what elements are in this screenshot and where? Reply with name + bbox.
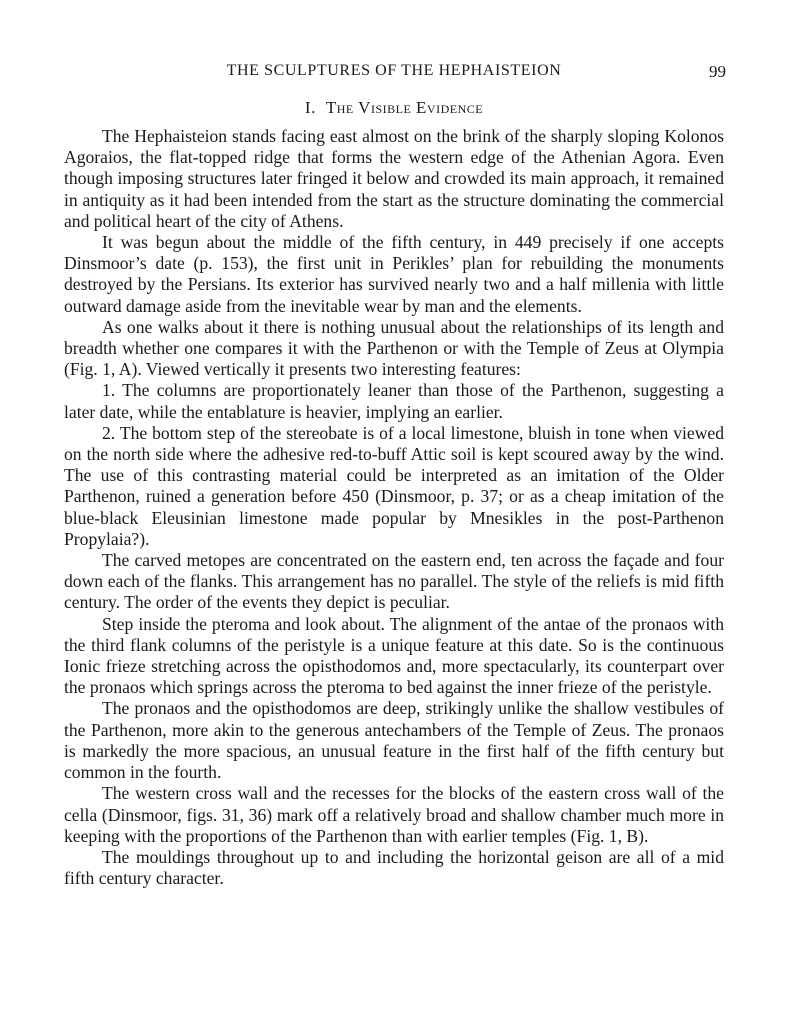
- section-title: The Visible Evidence: [325, 98, 484, 117]
- paragraph-mouldings: The mouldings throughout up to and including the horizontal geison are all of a mid fifth century character.: [64, 846, 724, 889]
- paragraph-date: It was begun about the middle of the fifth century, in 449 precisely if one accepts Dinsmoor’s date (p. 153), the first unit in Perikles’ plan for rebuilding the monuments destroyed by the Persians. Its exterior has survived nearly two and a half millenia with little outward damage aside from the inevitable wear by man and the elements.: [64, 232, 724, 316]
- paragraph-feature-stereobate: 2. The bottom step of the stereobate is of a local limestone, bluish in tone when viewed on the north side where the adhesive red-to-buff Attic soil is kept scoured away by the wind. The use of this contrasting material could be interpreted as an imitation of the Older Parthenon, ruined a generation before 450 (Dinsmoor, p. 37; or as a cheap imitation of the blue-black Eleusinian limestone made popular by Mnesikles in the post-Parthenon Propylaia?).: [64, 422, 724, 549]
- running-header: [64, 62, 724, 86]
- paragraph-pteroma: Step inside the pteroma and look about. The alignment of the antae of the pronaos with the third flank columns of the peristyle is a unique feature at this date. So is the continuous Ionic frieze stretching across the opisthodomos and, more spectacularly, its counterpart over the pronaos which springs across the pteroma to bed against the inner frieze of the peristyle.: [64, 613, 724, 698]
- paragraph-proportions: As one walks about it there is nothing unusual about the relationships of its length and breadth whether one compares it with the Parthenon or with the Temple of Zeus at Olympia (Fig. 1, A). Viewed vertically it presents two interesting features:: [64, 316, 724, 380]
- section-number: I.: [304, 98, 316, 117]
- section-heading: [64, 98, 724, 118]
- body-text: [64, 126, 724, 889]
- paragraph-feature-columns: 1. The columns are proportionately leaner than those of the Parthenon, suggesting a later date, while the entablature is heavier, implying an earlier.: [64, 380, 724, 422]
- paragraph-pronaos: The pronaos and the opisthodomos are deep, strikingly unlike the shallow vestibules of the Parthenon, more akin to the generous antechambers of the Temple of Zeus. The pronaos is markedly the more spacious, an unusual feature in the first half of the fifth century but common in the fourth.: [64, 698, 724, 783]
- paragraph-site: The Hephaisteion stands facing east almost on the brink of the sharply sloping Kolonos Agoraios, the flat-topped ridge that forms the western edge of the Athenian Agora. Even though imposing structures later fringed it below and crowded its main approach, it remained in antiquity as it had been intended from the start as the structure dominating the commercial and political heart of the city of Athens.: [64, 126, 724, 231]
- page-number: 99: [709, 62, 726, 81]
- paragraph-metopes: The carved metopes are concentrated on the eastern end, ten across the façade and four down each of the flanks. This arrangement has no parallel. The style of the reliefs is mid fifth century. The order of the events they depict is peculiar.: [64, 550, 724, 613]
- paragraph-cella: The western cross wall and the recesses for the blocks of the eastern cross wall of the cella (Dinsmoor, figs. 31, 36) mark off a relatively broad and shallow chamber much more in keeping with the proportions of the Parthenon than with earlier temples (Fig. 1, B).: [64, 783, 724, 846]
- running-title: THE SCULPTURES OF THE HEPHAISTEION: [226, 62, 562, 79]
